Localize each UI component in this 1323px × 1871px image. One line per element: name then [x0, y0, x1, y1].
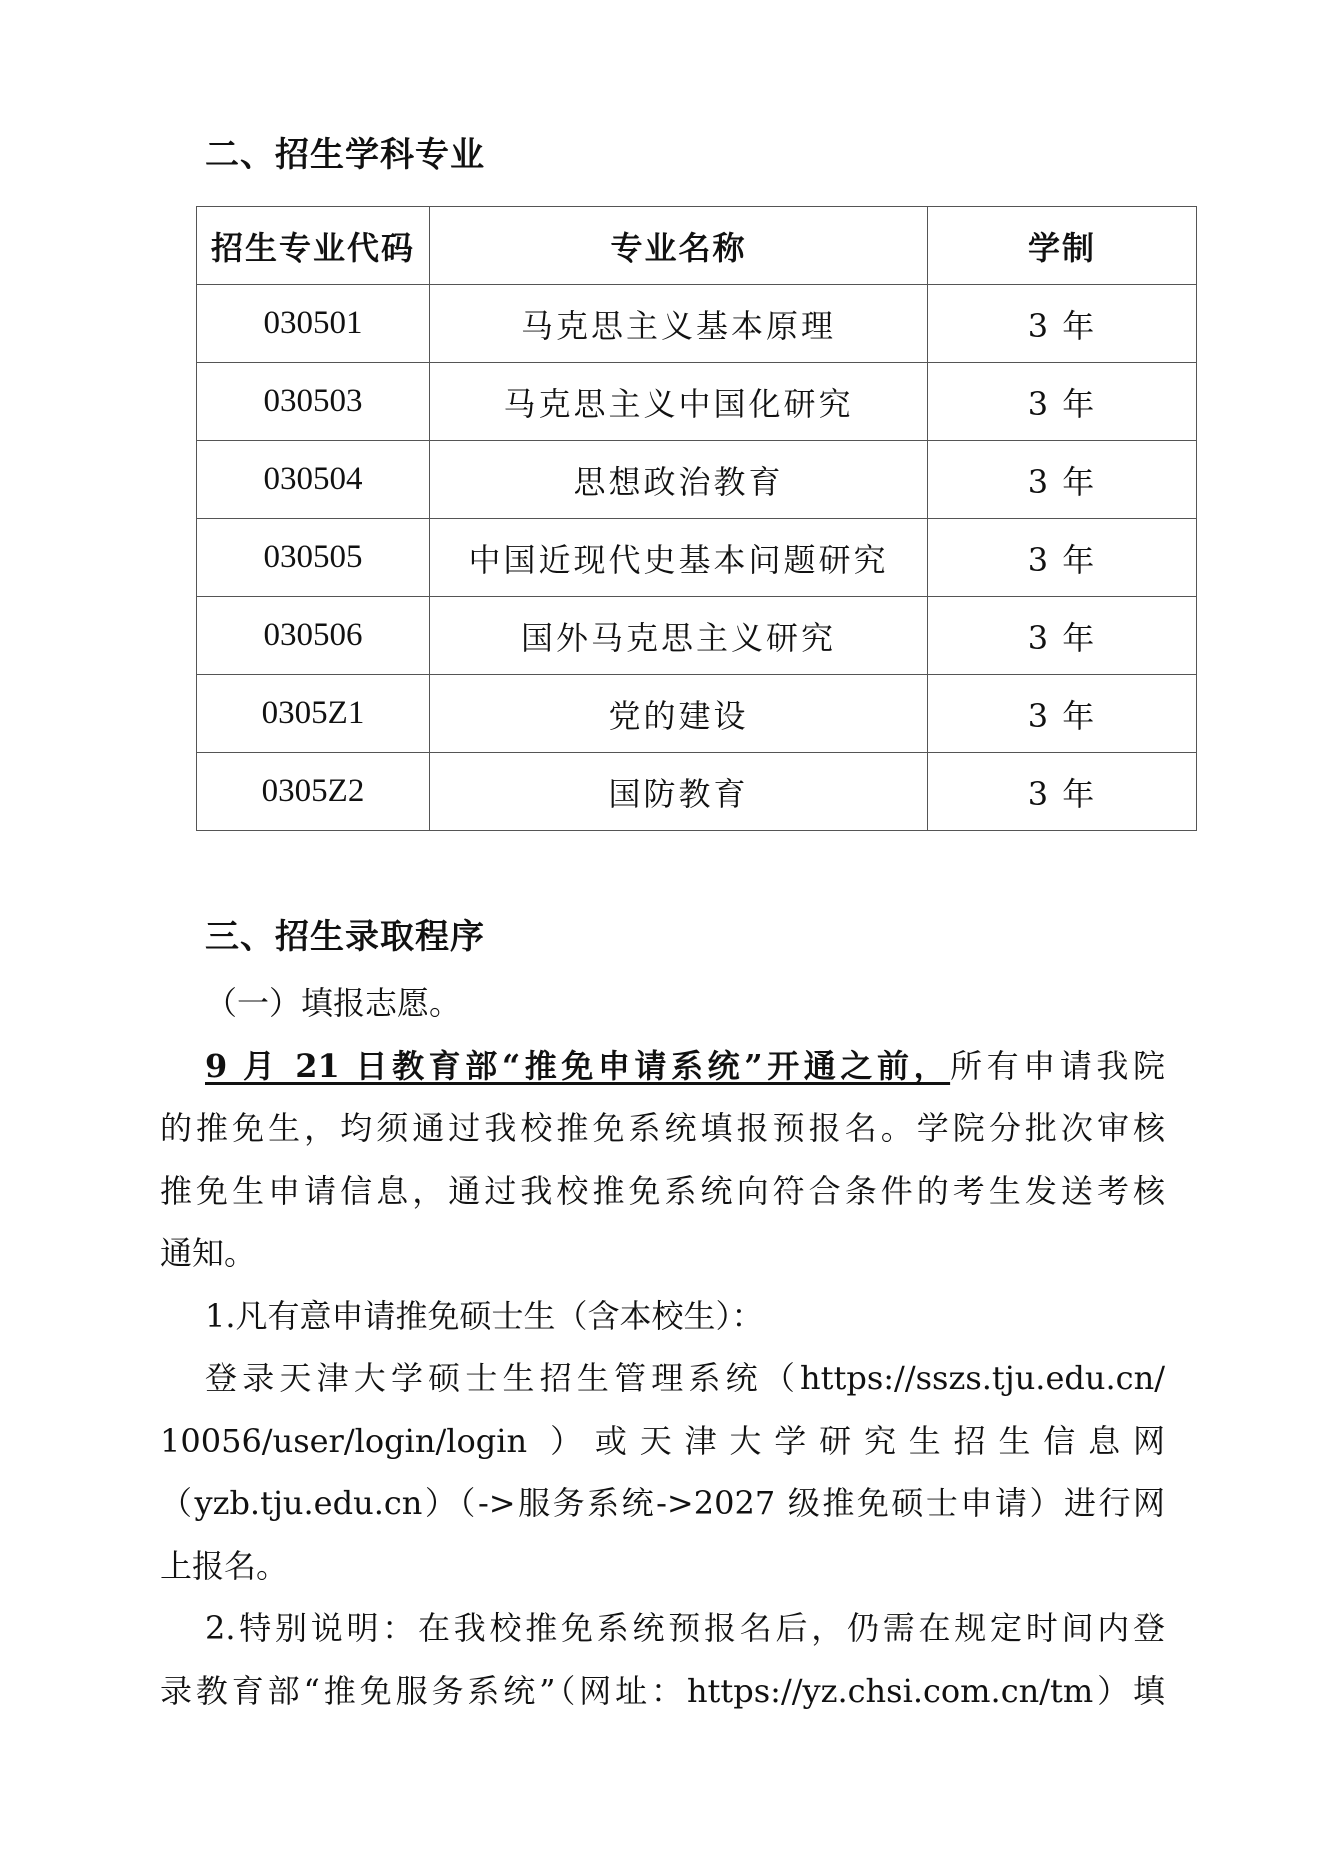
major-code: 030504 [197, 441, 430, 519]
paragraph-line: 的推免生，均须通过我校推免系统填报预报名。学院分批次审核 [160, 1109, 1165, 1147]
table-row [197, 753, 1197, 831]
header-code: 招生专业代码 [197, 207, 430, 285]
table-row [197, 363, 1197, 441]
table-row [197, 519, 1197, 597]
major-code: 030501 [197, 285, 430, 363]
paragraph-line [205, 1046, 1165, 1086]
table-row [197, 597, 1197, 675]
header-duration: 学制 [928, 207, 1197, 285]
paragraph-line: （yzb.tju.edu.cn）（->服务系统->2027 级推免硕士申请）进行网 [160, 1484, 1165, 1522]
table-row [197, 441, 1197, 519]
major-duration: 3 年 [928, 363, 1197, 441]
paragraph-line: 登录天津大学硕士生招生管理系统（https://sszs.tju.edu.cn/ [205, 1359, 1165, 1397]
paragraph-line: 上报名。 [160, 1547, 289, 1585]
paragraph-line: 10056/user/login/login ）或天津大学研究生招生信息网 [160, 1422, 1165, 1460]
major-name: 思想政治教育 [430, 441, 928, 519]
major-code: 0305Z2 [197, 753, 430, 831]
major-name: 马克思主义中国化研究 [430, 363, 928, 441]
major-name: 国外马克思主义研究 [430, 597, 928, 675]
major-duration: 3 年 [928, 441, 1197, 519]
major-duration: 3 年 [928, 285, 1197, 363]
paragraph-line: 2.特别说明：在我校推免系统预报名后，仍需在规定时间内登 [205, 1609, 1165, 1647]
major-name: 马克思主义基本原理 [430, 285, 928, 363]
major-duration: 3 年 [928, 753, 1197, 831]
major-code: 030506 [197, 597, 430, 675]
major-code: 030505 [197, 519, 430, 597]
table-row [197, 675, 1197, 753]
major-name: 党的建设 [430, 675, 928, 753]
major-code: 030503 [197, 363, 430, 441]
major-name: 中国近现代史基本问题研究 [430, 519, 928, 597]
paragraph-line: 推免生申请信息，通过我校推免系统向符合条件的考生发送考核 [160, 1172, 1165, 1210]
major-duration: 3 年 [928, 519, 1197, 597]
subsection-title: （一）填报志愿。 [205, 984, 462, 1022]
header-name: 专业名称 [430, 207, 928, 285]
paragraph-text: 所有申请我院 [950, 1047, 1165, 1085]
major-duration: 3 年 [928, 597, 1197, 675]
paragraph-line: 录教育部“推免服务系统”（网址：https://yz.chsi.com.cn/tm）填 [160, 1672, 1165, 1710]
bold-deadline-text: 9 月 21 日教育部“推免申请系统”开通之前， [205, 1047, 951, 1085]
table-row [197, 285, 1197, 363]
item-title: 1.凡有意申请推免硕士生（含本校生）： [205, 1297, 764, 1335]
section-heading-procedure: 三、招生录取程序 [205, 917, 485, 957]
major-code: 0305Z1 [197, 675, 430, 753]
section-heading-majors: 二、招生学科专业 [205, 135, 485, 175]
major-duration: 3 年 [928, 675, 1197, 753]
major-name: 国防教育 [430, 753, 928, 831]
majors-table [196, 206, 1197, 831]
paragraph-line: 通知。 [160, 1234, 257, 1272]
table-header-row [197, 207, 1197, 285]
